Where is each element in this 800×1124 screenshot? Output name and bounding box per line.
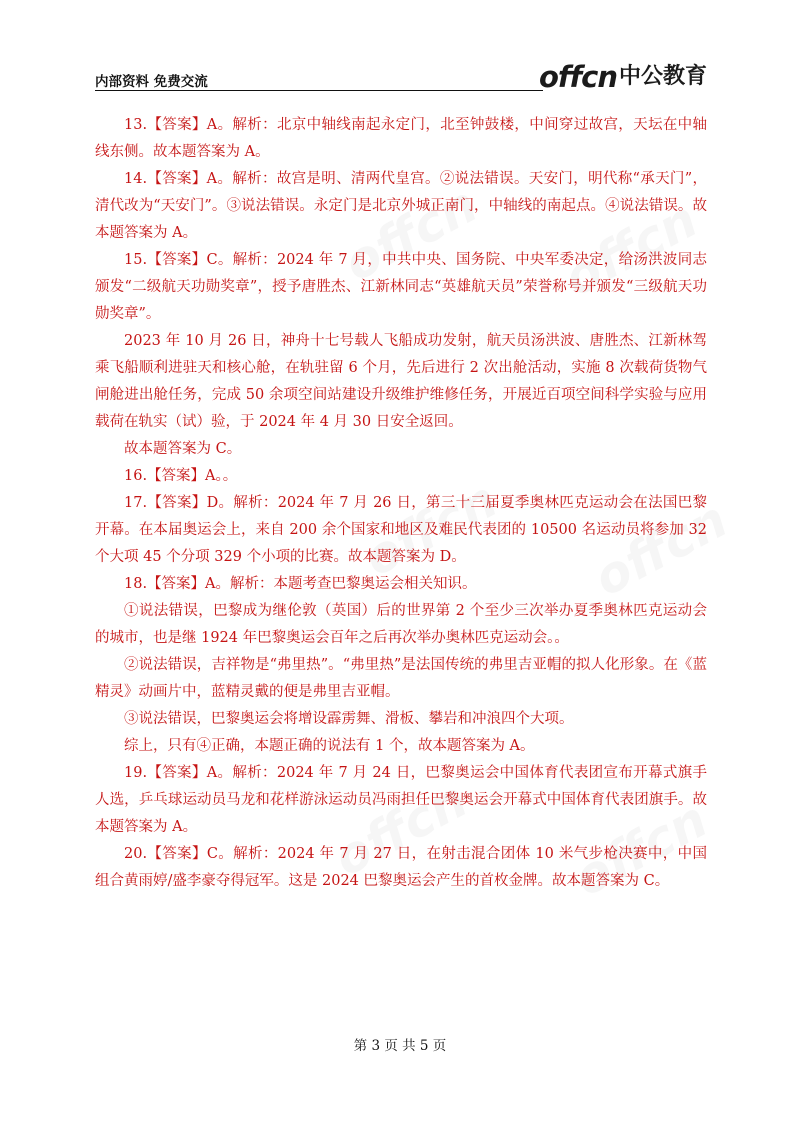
paragraph: 19.【答案】A。解析：2024 年 7 月 24 日，巴黎奥运会中国体育代表团宣布开幕式旗手人选，乒乓球运动员马龙和花样游泳运动员冯雨担任巴黎奥运会开幕式中国体育代表团旗手。故本题答案为 A。 <box>95 765 707 835</box>
answer-content <box>95 112 707 895</box>
paragraph: ①说法错误，巴黎成为继伦敦（英国）后的世界第 2 个至少三次举办夏季奥林匹克运动会的城市，也是继 1924 年巴黎奥运会百年之后再次举办奥林匹克运动会。。 <box>95 603 707 646</box>
paragraph: ③说法错误，巴黎奥运会将增设霹雳舞、滑板、攀岩和冲浪四个大项。 <box>124 711 574 727</box>
page-footer: 第 3 页 共 5 页 <box>353 1038 447 1054</box>
header-rule <box>95 90 543 91</box>
paragraph: 20.【答案】C。解析：2024 年 7 月 27 日，在射击混合团体 10 米气步枪决赛中，中国组合黄雨婷/盛李豪夺得冠军。这是 2024 巴黎奥运会产生的首枚金牌。故本题答案为 C。 <box>95 846 707 889</box>
paragraph: 13.【答案】A。解析：北京中轴线南起永定门，北至钟鼓楼，中间穿过故宫，天坛在中轴线东侧。故本题答案为 A。 <box>95 117 707 160</box>
paragraph: 15.【答案】C。解析：2024 年 7 月，中共中央、国务院、中央军委决定，给汤洪波同志颁发“二级航天功勋奖章”，授予唐胜杰、江新林同志“英雄航天员”荣誉称号并颁发“三级航天功勋奖章”。 <box>95 252 707 322</box>
offcn-logo <box>539 58 707 92</box>
paragraph: 17.【答案】D。解析：2024 年 7 月 26 日，第三十三届夏季奥林匹克运动会在法国巴黎开幕。在本届奥运会上，来自 200 余个国家和地区及难民代表团的 10500 名运动员将参加 32 个大项 45 个分项 329 个小项的比赛。故本题答案为 D。 <box>95 495 707 565</box>
page-header <box>95 58 707 92</box>
paragraph: 14.【答案】A。解析：故宫是明、清两代皇宫。②说法错误。天安门，明代称“承天门”，清代改为“天安门”。③说法错误。永定门是北京外城正南门，中轴线的南起点。④说法错误。故本题答案为 A。 <box>95 171 707 241</box>
paragraph: 2023 年 10 月 26 日，神舟十七号载人飞船成功发射，航天员汤洪波、唐胜杰、江新林驾乘飞船顺利进驻天和核心舱，在轨驻留 6 个月，先后进行 2 次出舱活动，实施 8 次载荷货物气闸舱进出舱任务，完成 50 余项空间站建设升级维护维修任务，开展近百项空间科学实验与应用载荷在轨实（试）验，于 2024 年 4 月 30 日安全返回。 <box>95 333 707 430</box>
logo-cn-text: 中公教育 <box>618 64 707 89</box>
paragraph: 综上，只有④正确，本题正确的说法有 1 个，故本题答案为 A。 <box>124 738 535 754</box>
header-note: 内部资料 免费交流 <box>95 74 208 90</box>
paragraph: 18.【答案】A。解析：本题考查巴黎奥运会相关知识。 <box>124 576 477 592</box>
paragraph: ②说法错误，吉祥物是“弗里热”。“弗里热”是法国传统的弗里吉亚帽的拟人化形象。在《蓝精灵》动画片中，蓝精灵戴的便是弗里吉亚帽。 <box>95 657 707 700</box>
logo-en-text: offcn <box>538 60 617 94</box>
paragraph: 故本题答案为 C。 <box>124 441 242 457</box>
paragraph: 16.【答案】A。。 <box>124 468 238 484</box>
